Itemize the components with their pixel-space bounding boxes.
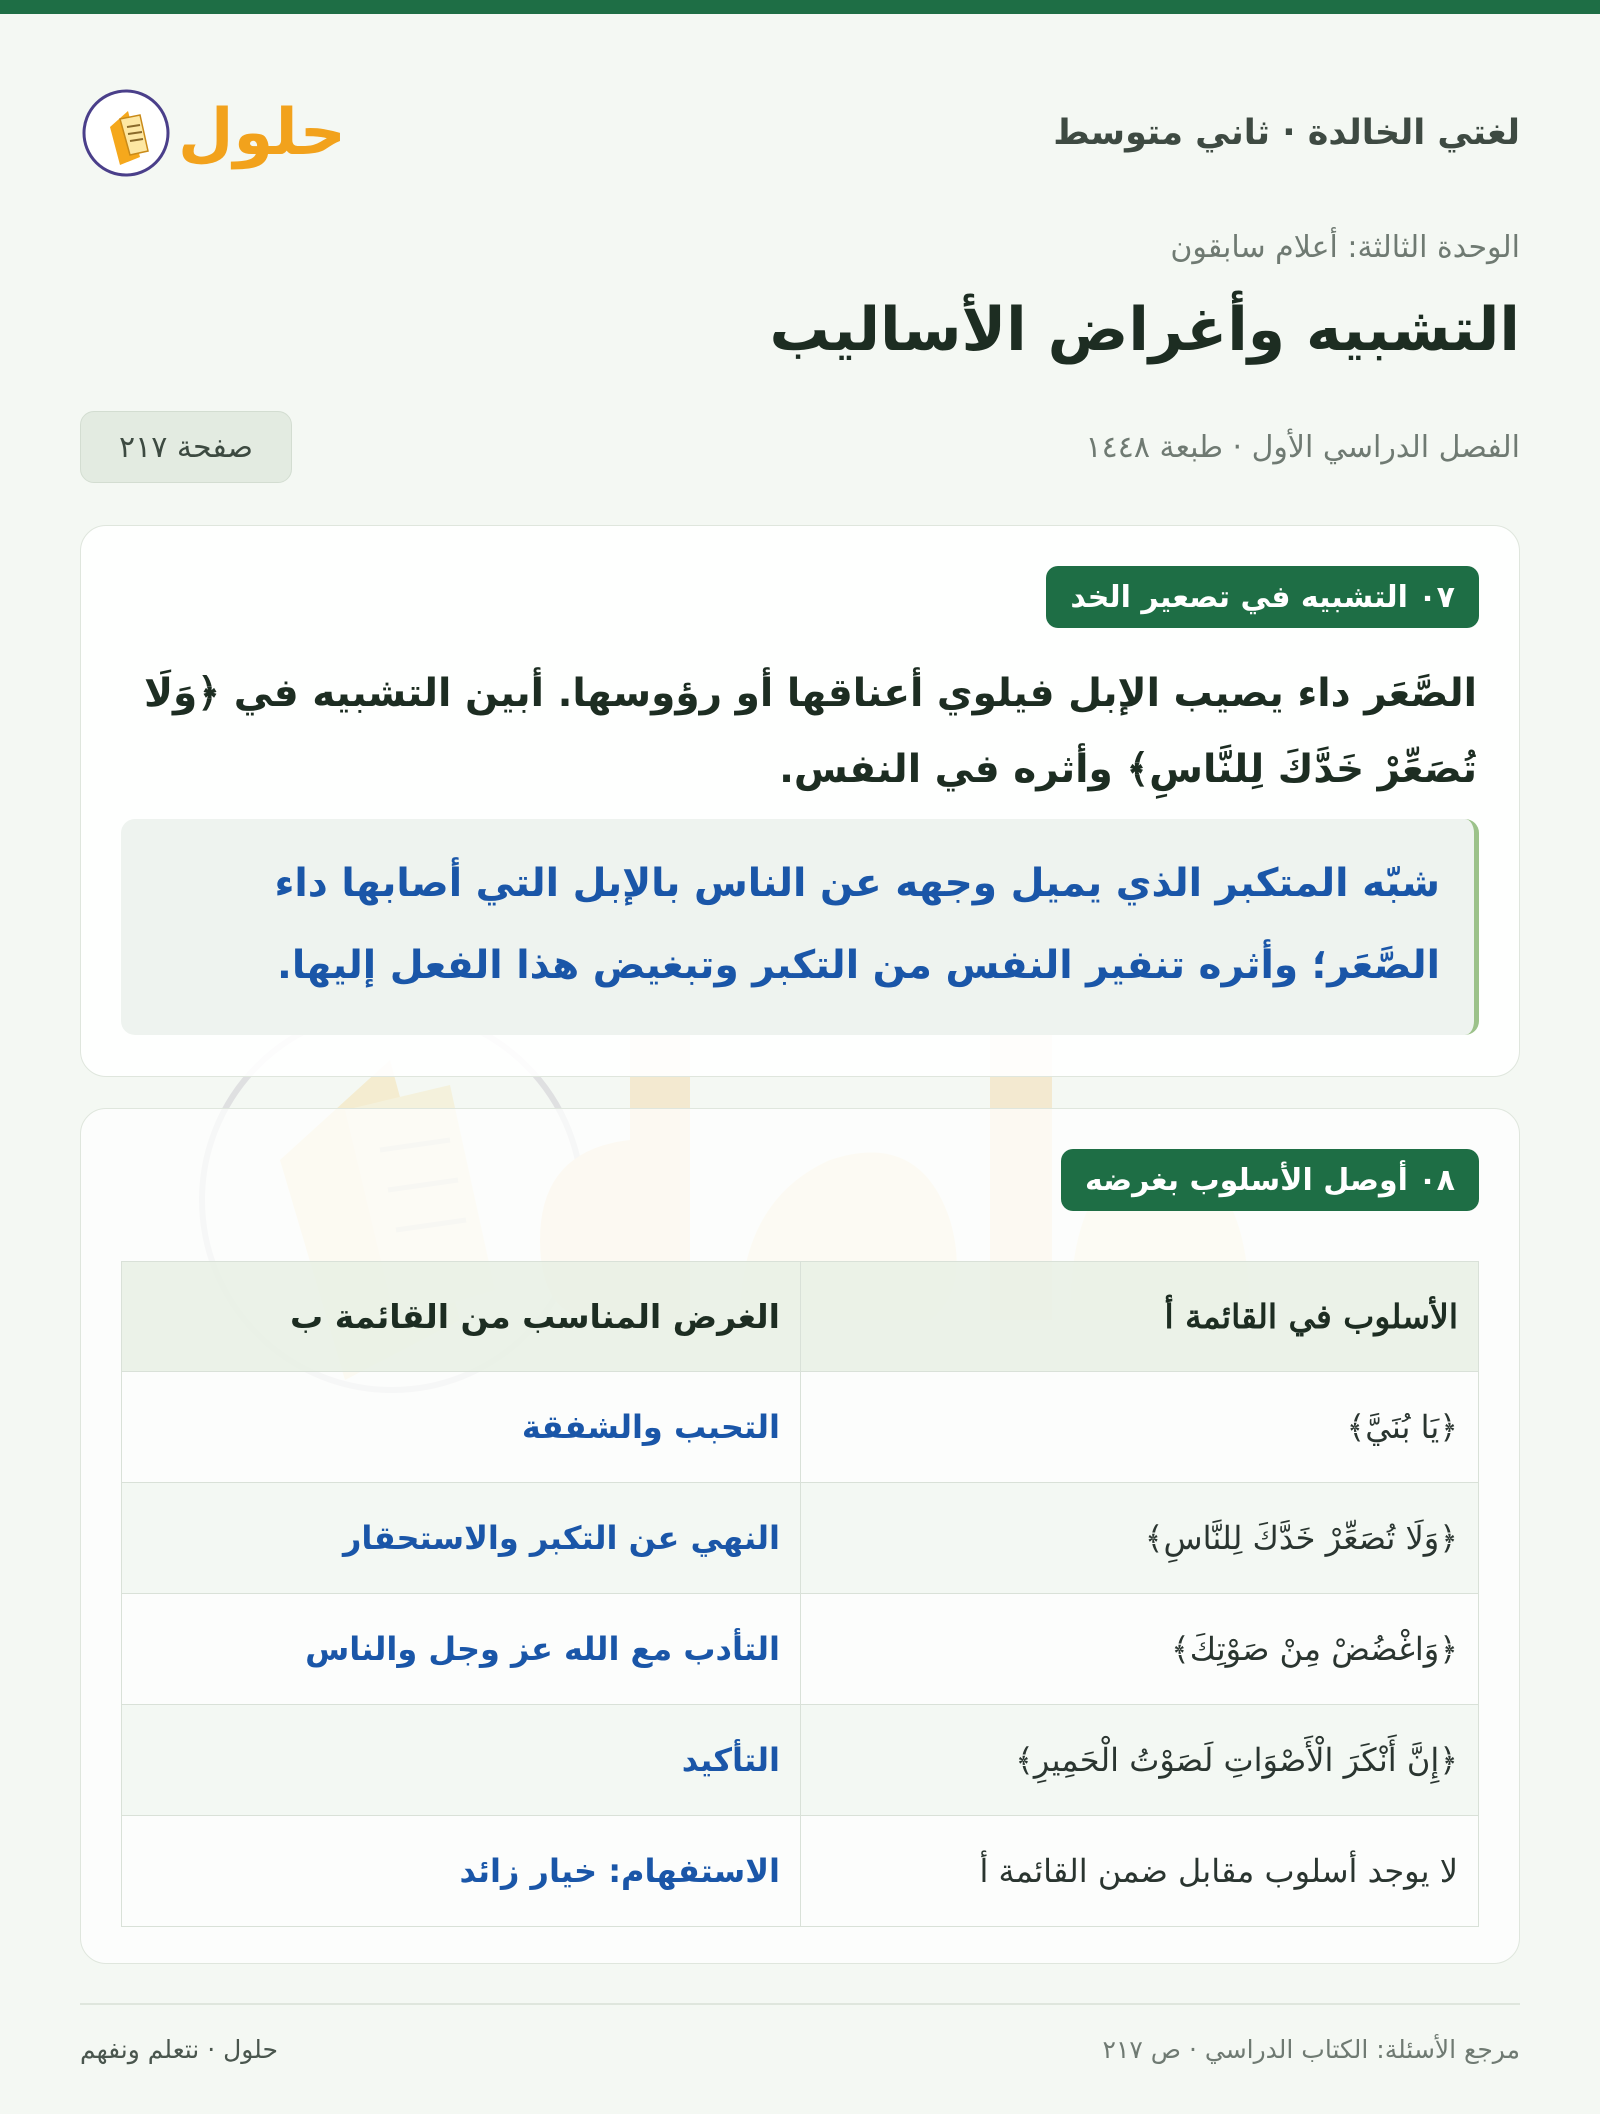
column-header-list-a: الأسلوب في القائمة أ <box>801 1262 1479 1372</box>
book-logo-icon <box>80 87 172 179</box>
question-7-card <box>80 525 1520 1077</box>
question-7-answer-box <box>121 819 1479 1035</box>
page-title: التشبيه وأغراض الأساليب <box>769 295 1520 365</box>
unit-label: الوحدة الثالثة: أعلام سابقون <box>1170 230 1520 265</box>
footer-divider <box>80 2003 1520 2005</box>
table-header-row <box>122 1262 1479 1372</box>
logo-text: حلول <box>178 96 346 170</box>
style-cell: ﴿وَاغْضُضْ مِنْ صَوْتِكَ﴾ <box>801 1594 1479 1705</box>
style-cell: ﴿إِنَّ أَنْكَرَ الْأَصْوَاتِ لَصَوْتُ الْحَمِيرِ﴾ <box>801 1705 1479 1816</box>
style-cell: ﴿يَا بُنَيَّ﴾ <box>801 1372 1479 1483</box>
footer-brand: حلول · نتعلم ونفهم <box>80 2035 278 2064</box>
top-accent-bar <box>0 0 1600 14</box>
purpose-cell: الاستفهام: خيار زائد <box>122 1816 801 1927</box>
question-7-chip: ٠٧ التشبيه في تصعير الخد <box>1046 566 1479 628</box>
page-number-badge: صفحة ٢١٧ <box>80 411 292 483</box>
matching-table <box>121 1261 1479 1927</box>
style-cell: ﴿وَلَا تُصَعِّرْ خَدَّكَ لِلنَّاسِ﴾ <box>801 1483 1479 1594</box>
purpose-cell: النهي عن التكبر والاستحقار <box>122 1483 801 1594</box>
question-7-text: الصَّعَر داء يصيب الإبل فيلوي أعناقها أو رؤوسها. أبين التشبيه في ﴿وَلَا تُصَعِّرْ خَدَّكَ لِلنَّاسِ﴾ وأثره في النفس. <box>144 671 1477 792</box>
question-8-chip: ٠٨ أوصل الأسلوب بغرضه <box>1061 1149 1479 1211</box>
purpose-cell: التأدب مع الله عز وجل والناس <box>122 1594 801 1705</box>
semester-edition: الفصل الدراسي الأول · طبعة ١٤٤٨ <box>1085 430 1520 465</box>
table-row <box>122 1372 1479 1483</box>
purpose-cell: التأكيد <box>122 1705 801 1816</box>
question-8-card <box>80 1108 1520 1964</box>
footer-reference: مرجع الأسئلة: الكتاب الدراسي · ص ٢١٧ <box>1102 2035 1520 2064</box>
page-header <box>80 78 1520 188</box>
purpose-cell: التحبب والشفقة <box>122 1372 801 1483</box>
series-title: لغتي الخالدة · ثاني متوسط <box>1053 113 1520 153</box>
question-7-answer: شبّه المتكبر الذي يميل وجهه عن الناس بالإبل التي أصابها داء الصَّعَر؛ وأثره تنفير النفس من التكبر وتبغيض هذا الفعل إليها. <box>274 861 1440 988</box>
table-row <box>122 1483 1479 1594</box>
table-row <box>122 1705 1479 1816</box>
table-row <box>122 1594 1479 1705</box>
hulul-logo[interactable] <box>80 87 346 179</box>
column-header-list-b: الغرض المناسب من القائمة ب <box>122 1262 801 1372</box>
table-row <box>122 1816 1479 1927</box>
style-cell: لا يوجد أسلوب مقابل ضمن القائمة أ <box>801 1816 1479 1927</box>
